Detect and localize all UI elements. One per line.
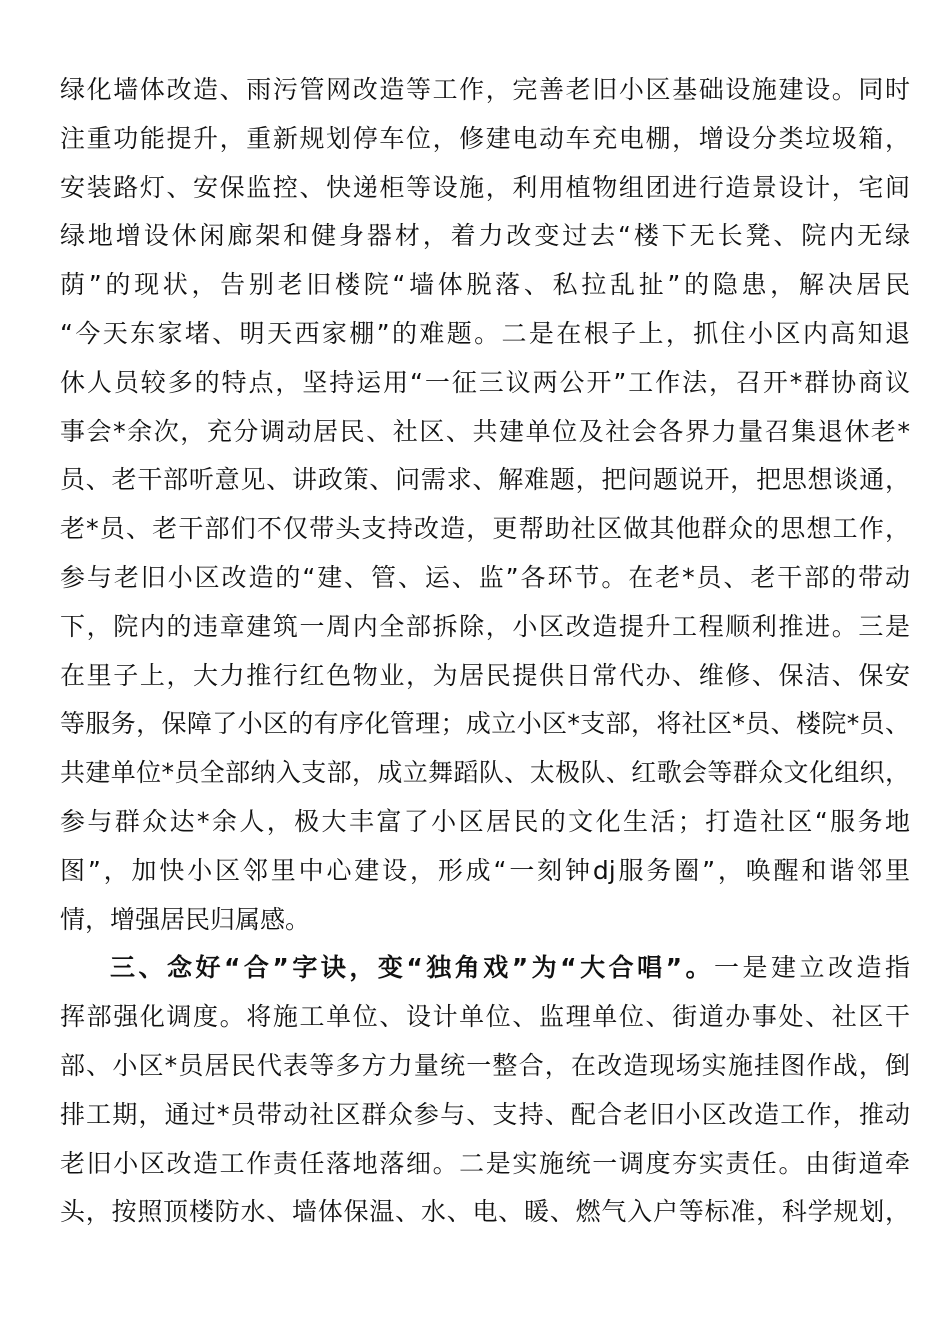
text-line: 挥部强化调度。将施工单位、设计单位、监理单位、街道办事处、社区干 <box>60 1002 910 1032</box>
text-line: 下，院内的违章建筑一周内全部拆除，小区改造提升工程顺利推进。三是 <box>60 611 910 641</box>
text-line: 共建单位*员全部纳入支部，成立舞蹈队、太极队、红歌会等群众文化组织， <box>60 758 910 788</box>
text-line: 参与群众达*余人，极大丰富了小区居民的文化生活；打造社区“服务地 <box>60 806 910 836</box>
section-heading: 三、念好“合”字诀，变“独角戏”为“大合唱”。 <box>110 953 714 983</box>
section-heading-line <box>60 948 910 997</box>
document-body <box>60 70 910 1241</box>
text-line: 员、老干部听意见、讲政策、问需求、解难题，把问题说开，把思想谈通， <box>60 465 910 495</box>
text-line: 绿地增设休闲廊架和健身器材，着力改变过去“楼下无长凳、院内无绿 <box>60 221 910 251</box>
text-line: 参与老旧小区改造的“建、管、运、监”各环节。在老*员、老干部的带动 <box>60 562 910 592</box>
text-line: 休人员较多的特点，坚持运用“一征三议两公开”工作法，召开*群协商议 <box>60 367 910 397</box>
text-line: 老*员、老干部们不仅带头支持改造，更帮助社区做其他群众的思想工作， <box>60 514 910 544</box>
text-line: 在里子上，大力推行红色物业，为居民提供日常代办、维修、保洁、保安 <box>60 660 910 690</box>
text-line: 等服务，保障了小区的有序化管理；成立小区*支部，将社区*员、楼院*员、 <box>60 709 910 739</box>
text-line: 荫”的现状，告别老旧楼院“墙体脱落、私拉乱扯”的隐患，解决居民 <box>60 270 910 300</box>
text-line: 注重功能提升，重新规划停车位，修建电动车充电棚，增设分类垃圾箱， <box>60 123 910 153</box>
text-line: 图”，加快小区邻里中心建设，形成“一刻钟dj服务圈”，唤醒和谐邻里 <box>60 855 910 885</box>
text-line: “今天东家堵、明天西家棚”的难题。二是在根子上，抓住小区内高知退 <box>60 318 910 348</box>
text-line: 老旧小区改造工作责任落地落细。二是实施统一调度夯实责任。由街道牵 <box>60 1148 910 1178</box>
text-line: 安装路灯、安保监控、快递柜等设施，利用植物组团进行造景设计，宅间 <box>60 172 910 202</box>
heading-continuation: 一是建立改造指 <box>714 953 910 983</box>
text-line: 事会*余次，充分调动居民、社区、共建单位及社会各界力量召集退休老* <box>60 416 910 446</box>
text-line: 头，按照顶楼防水、墙体保温、水、电、暖、燃气入户等标准，科学规划， <box>60 1197 910 1227</box>
text-line: 排工期，通过*员带动社区群众参与、支持、配合老旧小区改造工作，推动 <box>60 1099 910 1129</box>
text-line: 部、小区*员居民代表等多方力量统一整合，在改造现场实施挂图作战，倒 <box>60 1050 910 1080</box>
text-line: 绿化墙体改造、雨污管网改造等工作，完善老旧小区基础设施建设。同时 <box>60 75 910 104</box>
paragraph-end-line: 情，增强居民归属感。 <box>60 904 311 934</box>
